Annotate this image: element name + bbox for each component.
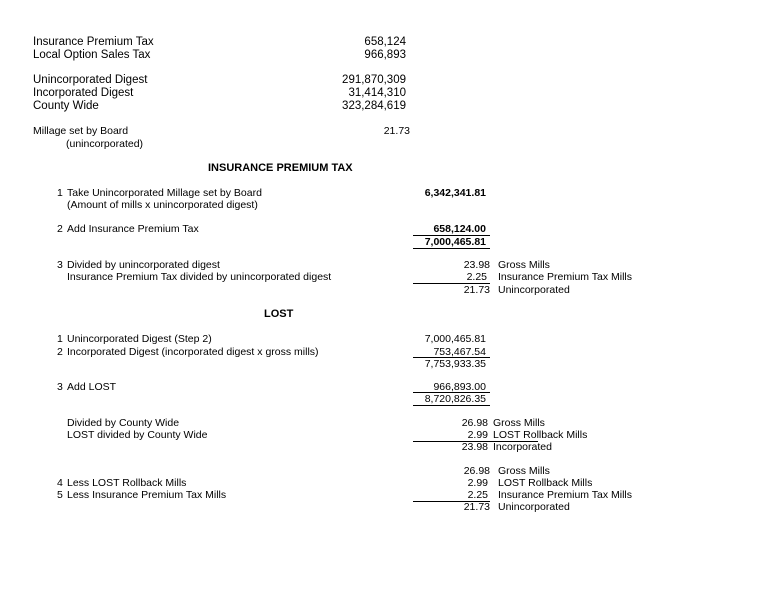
ipt-result-gross-value: 23.98 xyxy=(463,259,490,271)
county-label: County Wide xyxy=(33,100,99,112)
lost-div-inc-label: Incorporated xyxy=(493,441,552,453)
lost-step2-value: 753,467.54 xyxy=(433,346,486,358)
ipt-step3-label: Divided by unincorporated digest xyxy=(67,259,220,271)
lost-step5-number: 5 xyxy=(57,489,63,501)
ipt-step1-label: Take Unincorporated Millage set by Board xyxy=(67,187,262,199)
lost-step2-total: 7,753,933.35 xyxy=(424,358,486,370)
uninc-value: 291,870,309 xyxy=(342,74,406,86)
lost-div-rollback-label: LOST Rollback Mills xyxy=(493,429,588,441)
lost-step3-label: Add LOST xyxy=(67,381,117,393)
ins-prem-label: Insurance Premium Tax xyxy=(33,36,154,48)
ipt-result-uninc-value: 21.73 xyxy=(463,284,490,296)
lost-step1-label: Unincorporated Digest (Step 2) xyxy=(67,333,212,345)
ipt-step2-number: 2 xyxy=(57,223,63,235)
lost-divide-sub: LOST divided by County Wide xyxy=(67,429,208,441)
ipt-result-ipt-label: Insurance Premium Tax Mills xyxy=(498,271,633,283)
lost-step3-total-rule xyxy=(413,405,490,406)
lost-step2-number: 2 xyxy=(57,346,63,358)
lost-label: Local Option Sales Tax xyxy=(33,49,151,61)
lost-value: 966,893 xyxy=(364,49,406,61)
lost-heading: LOST xyxy=(264,308,294,320)
lost-final-uninc-label: Unincorporated xyxy=(498,501,570,513)
uninc-label: Unincorporated Digest xyxy=(33,74,148,86)
ipt-step3-sub: Insurance Premium Tax divided by unincorporated digest xyxy=(67,271,332,283)
lost-step1-value: 7,000,465.81 xyxy=(424,333,486,345)
lost-final-ipt-value: 2.25 xyxy=(467,489,488,501)
ipt-result-ipt-value: 2.25 xyxy=(466,271,487,283)
millage-sub: (unincorporated) xyxy=(66,138,144,150)
inc-value: 31,414,310 xyxy=(348,87,406,99)
lost-div-gross-label: Gross Mills xyxy=(493,417,545,429)
lost-final-gross-label: Gross Mills xyxy=(498,465,550,477)
inc-label: Incorporated Digest xyxy=(33,87,134,99)
lost-step3-value: 966,893.00 xyxy=(433,381,486,393)
county-value: 323,284,619 xyxy=(342,100,406,112)
lost-final-rollback-value: 2.99 xyxy=(467,477,488,489)
lost-final-rollback-label: LOST Rollback Mills xyxy=(498,477,593,489)
ipt-step1-value: 6,342,341.81 xyxy=(424,187,486,199)
lost-step3-number: 3 xyxy=(57,381,63,393)
millage-value: 21.73 xyxy=(383,125,410,137)
lost-step4-label: Less LOST Rollback Mills xyxy=(67,477,187,489)
millage-label: Millage set by Board xyxy=(33,125,129,137)
lost-step2-label: Incorporated Digest (incorporated digest x gross mills) xyxy=(67,346,319,358)
lost-div-inc-value: 23.98 xyxy=(461,441,488,453)
ipt-result-uninc-label: Unincorporated xyxy=(498,284,570,296)
ipt-step1-number: 1 xyxy=(57,187,63,199)
lost-divide-label: Divided by County Wide xyxy=(67,417,180,429)
ipt-heading: INSURANCE PREMIUM TAX xyxy=(208,162,353,174)
ipt-step2-label: Add Insurance Premium Tax xyxy=(67,223,199,235)
lost-step5-label: Less Insurance Premium Tax Mills xyxy=(67,489,227,501)
lost-final-uninc-value: 21.73 xyxy=(463,501,490,513)
lost-step3-total: 8,720,826.35 xyxy=(424,393,486,405)
lost-div-rollback-value: 2.99 xyxy=(467,429,488,441)
lost-step4-number: 4 xyxy=(57,477,63,489)
ins-prem-value: 658,124 xyxy=(364,36,406,48)
lost-step1-number: 1 xyxy=(57,333,63,345)
ipt-step2-value: 658,124.00 xyxy=(433,223,486,235)
lost-final-ipt-label: Insurance Premium Tax Mills xyxy=(498,489,633,501)
ipt-step2-total-rule xyxy=(413,248,490,249)
ipt-step3-number: 3 xyxy=(57,259,63,271)
ipt-result-gross-label: Gross Mills xyxy=(498,259,550,271)
lost-final-gross-value: 26.98 xyxy=(463,465,490,477)
ipt-step1-sub: (Amount of mills x unincorporated digest) xyxy=(67,199,258,211)
lost-div-gross-value: 26.98 xyxy=(461,417,488,429)
ipt-step2-total: 7,000,465.81 xyxy=(424,236,486,248)
